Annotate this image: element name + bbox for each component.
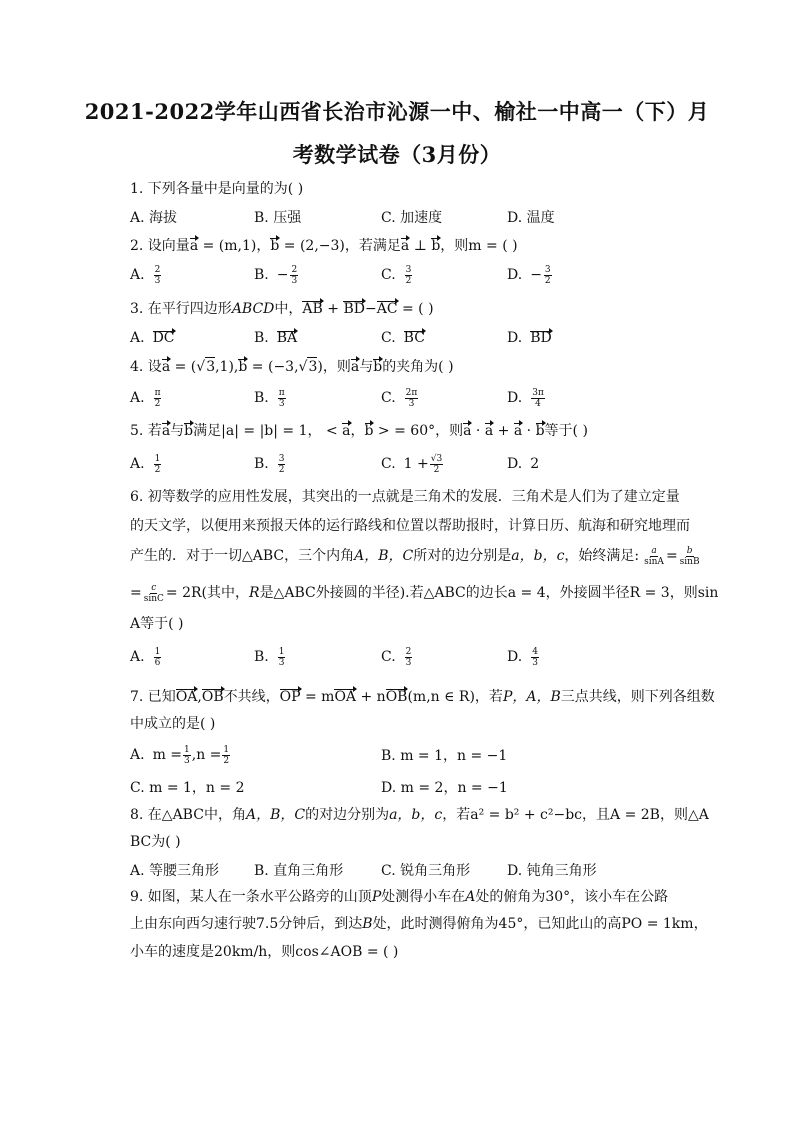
q7-option-c: C. m = 1，n = 2: [130, 780, 245, 796]
fraction: $\frac{1}{2}$: [154, 453, 161, 475]
q6-option-a: A. $\frac{1}{6}$: [130, 646, 161, 668]
question-7-line2: 中成立的是( ): [130, 716, 216, 732]
q5-option-a: A. $\frac{1}{2}$: [130, 453, 161, 475]
q2-option-d: D. − $\frac{3}{2}$: [507, 264, 551, 286]
exam-title-line2: 考数学试卷（3月份）: [292, 142, 502, 167]
question-6-line3: 产生的．对于一切△ABC，三个内角 A，B，C 所对的边分别是 a，b，c ，始终满足: $\frac{a}{\sin A}$ = $\frac{b}{\sin B}$: [130, 545, 700, 567]
question-8-stem: 8. 在△ABC中，角A，B，C的对边分别为a，b，c，若a² = b² + c²−bc，且A = 2B，则△A: [130, 807, 709, 823]
question-6-line1: 6. 初等数学的应用性发展，其突出的一点就是三角术的发展．三角术是人们为了建立定量: [130, 489, 680, 505]
question-5-options: [130, 452, 670, 476]
fraction: $\frac{a}{\sin A}$: [644, 545, 664, 567]
question-4-stem: 4. 设a = (√3,1),b = (−3,√3)，则a与b的夹角为( ): [130, 359, 454, 375]
q4-option-a: A. $\frac{\pi}{2}$: [130, 387, 161, 409]
fraction: $\frac{\pi}{3}$: [278, 387, 285, 409]
question-6-options: [130, 645, 670, 669]
q5-option-d: D. 2: [507, 456, 540, 472]
question-9-line1: 9. 如图，某人在一条水平公路旁的山顶P处测得小车在A处的俯角为30°，该小车在公路: [130, 889, 669, 905]
fraction: $\frac{2}{3}$: [291, 264, 298, 286]
vector-b: b: [431, 238, 441, 254]
q6-option-b: B. $\frac{1}{3}$: [254, 646, 285, 668]
question-1-options: [130, 205, 670, 229]
question-3-stem: 3. 在平行四边形ABCD中，AB + BD−AC = ( ): [130, 301, 434, 317]
fraction: $\frac{3}{2}$: [405, 264, 412, 286]
question-4-options: [130, 386, 670, 410]
fraction: $\frac{4}{3}$: [532, 646, 538, 668]
question-2-options: [130, 263, 670, 287]
q6-option-c: C. $\frac{2}{3}$: [381, 646, 412, 668]
q3-option-c: C. BC: [381, 330, 425, 346]
fraction: $\frac{c}{\sin C}$: [143, 582, 164, 604]
question-9-line2: 上由东向西匀速行驶7.5分钟后，到达B处，此时测得俯角为45°，已知此山的高PO = 1km，: [130, 916, 708, 932]
fraction: $\frac{3\pi}{4}$: [532, 387, 544, 409]
q7-option-d: D. m = 2，n = −1: [381, 780, 508, 796]
question-2-stem: 2. 设向量a = (m,1)，b = (2,−3)，若满足a ⊥ b，则m = ( ): [130, 238, 518, 254]
fraction: $\frac{3}{2}$: [544, 264, 551, 286]
question-8-options: [130, 858, 670, 882]
q2-option-c: C. $\frac{3}{2}$: [381, 264, 412, 286]
q6-option-d: D. $\frac{4}{3}$: [507, 646, 538, 668]
q3-option-d: D. BD: [507, 330, 552, 346]
q2-option-b: B. − $\frac{2}{3}$: [254, 264, 298, 286]
fraction: $\frac{1}{6}$: [154, 646, 161, 668]
sqrt-sign: √: [298, 359, 308, 375]
q1-option-a: A. 海拔: [130, 210, 178, 226]
exam-title-line1: 2021-2022学年山西省长治市沁源一中、榆社一中高一（下）月: [84, 99, 710, 124]
q7-option-a: A. m = $\frac{1}{3}$ ,n = $\frac{1}{2}$: [130, 744, 230, 766]
fraction: $\frac{2}{3}$: [154, 264, 161, 286]
sqrt-sign: √: [430, 453, 437, 464]
vector-ac: AC: [376, 301, 398, 317]
fraction: $\frac{√3}{2}$: [430, 453, 443, 475]
question-7-stem: 7. 已知OA,OB不共线，OP = mOA + nOB(m,n ∈ R)，若P，A，B三点共线，则下列各组数: [130, 689, 715, 705]
q1-option-b: B. 压强: [254, 210, 302, 226]
fraction: $\frac{2\pi}{3}$: [405, 387, 418, 409]
question-6-line5: A等于( ): [130, 616, 184, 632]
q8-option-d: D. 钝角三角形: [507, 863, 597, 879]
vector-bd: BD: [343, 301, 365, 317]
vector-ab: AB: [302, 301, 323, 317]
vector-a: a: [189, 238, 199, 254]
q1-option-d: D. 温度: [507, 210, 555, 226]
q1-option-c: C. 加速度: [381, 210, 443, 226]
q4-option-b: B. $\frac{\pi}{3}$: [254, 387, 285, 409]
fraction: $\frac{2}{3}$: [405, 646, 412, 668]
fraction: $\frac{3}{2}$: [278, 453, 285, 475]
q4-option-d: D. $\frac{3\pi}{4}$: [507, 387, 544, 409]
fraction: $\frac{1}{3}$: [278, 646, 285, 668]
question-7-options-row1: [130, 743, 670, 767]
q3-option-a: A. DC: [130, 330, 175, 346]
question-6-line4: = $\frac{c}{\sin C}$ = 2R(其中， R 是△ABC外接圆的半径).若△ABC的边长a = 4，外接圆半径R = 3，则sin: [130, 582, 719, 604]
fraction: $\frac{1}{2}$: [223, 744, 230, 766]
q8-option-a: A. 等腰三角形: [130, 863, 220, 879]
fraction: $\frac{1}{3}$: [184, 744, 190, 766]
sqrt-sign: √: [196, 359, 206, 375]
q5-option-c: C. 1 + $\frac{√3}{2}$: [381, 453, 443, 475]
fraction: $\frac{\pi}{2}$: [154, 387, 161, 409]
q5-option-b: B. $\frac{3}{2}$: [254, 453, 285, 475]
q8-option-c: C. 锐角三角形: [381, 863, 471, 879]
question-9-line3: 小车的速度是20km/h，则cos∠AOB = ( ): [130, 944, 399, 960]
q7-option-b: B. m = 1，n = −1: [381, 748, 508, 764]
question-5-stem: 5. 若a与b满足|a| = |b| = 1， < a，b > = 60°，则a · a + a · b等于( ): [130, 423, 588, 439]
q4-option-c: C. $\frac{2\pi}{3}$: [381, 387, 418, 409]
vector-a: a: [400, 238, 410, 254]
fraction: $\frac{b}{\sin B}$: [679, 545, 700, 567]
question-1-stem: 1. 下列各量中是向量的为( ): [130, 181, 304, 197]
q3-option-b: B. BA: [254, 330, 298, 346]
vector-b: b: [270, 238, 280, 254]
question-3-options: [130, 326, 670, 350]
question-8-line2: BC为( ): [130, 834, 181, 850]
question-6-line2: 的天文学，以便用来预报天体的运行路线和位置以帮助报时，计算日历、航海和研究地理而: [130, 518, 690, 534]
q8-option-b: B. 直角三角形: [254, 863, 344, 879]
q2-option-a: A. $\frac{2}{3}$: [130, 264, 161, 286]
question-7-options-row2: [130, 775, 670, 799]
